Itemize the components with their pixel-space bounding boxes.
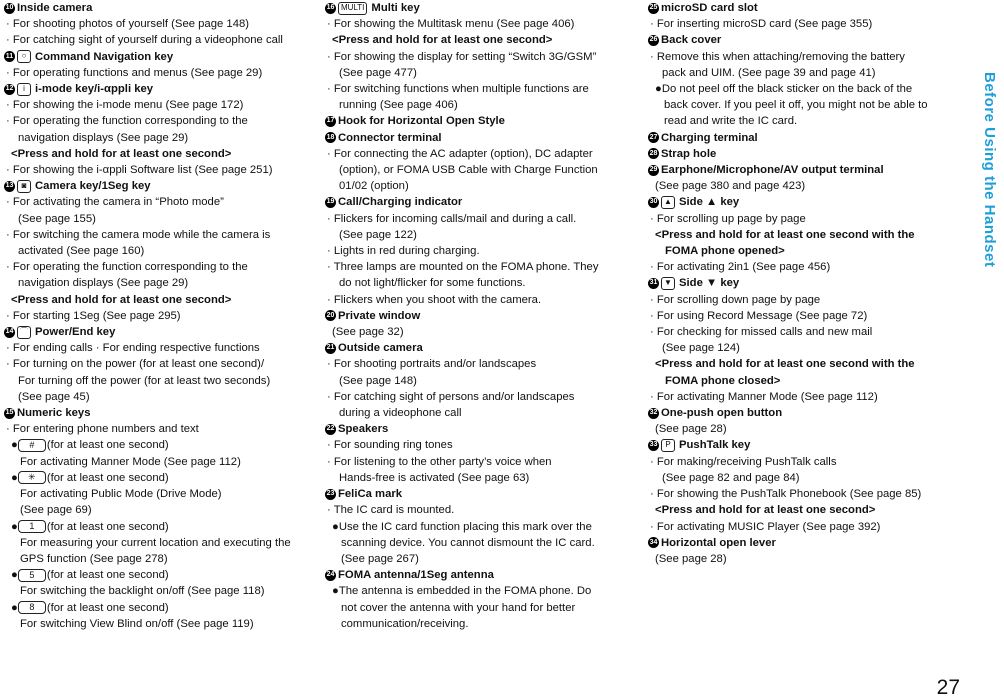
description-continuation: do not light/flicker for some functions. [339, 277, 526, 290]
key-icon: ▼ [661, 277, 675, 290]
bullet-dot-icon: ● [332, 585, 339, 598]
description-continuation: (See page 45) [18, 390, 90, 403]
entry-heading-text: Outside camera [338, 342, 423, 355]
description-continuation: Hands-free is activated (See page 63) [339, 471, 530, 484]
entry-heading-text: Call/Charging indicator [338, 196, 463, 209]
description-line: · For activating 2in1 (See page 456) [650, 261, 831, 274]
description-continuation: (See page 477) [339, 66, 417, 79]
bullet-dot-icon: ● [11, 569, 18, 582]
description-line: · Flickers for incoming calls/mail and during a call. [327, 212, 577, 225]
bullet-continuation: back cover. If you peel it off, you might not be able to [664, 99, 928, 112]
description-continuation: (See page 122) [339, 228, 417, 241]
entry-heading-power-end-key [4, 324, 310, 340]
press-hold-condition: FOMA phone opened> [665, 245, 785, 258]
description-line: · For shooting portraits and/or landscapes [327, 358, 537, 371]
description-line: · For turning on the power (for at least one second)/ [6, 358, 265, 371]
page-reference: (See page 32) [332, 326, 404, 339]
description-line: · For activating the camera in “Photo mode” [6, 196, 224, 209]
item-number-badge: 30 [648, 197, 659, 208]
description-continuation: during a videophone call [339, 407, 462, 420]
bullet-dot-icon: ● [11, 601, 18, 614]
description-line: · For inserting microSD card (See page 355) [650, 18, 873, 31]
entry-heading-text: Private window [338, 309, 421, 322]
item-number-badge: 28 [648, 148, 659, 159]
description-line: · For showing the i-αppli Software list (See page 251) [6, 164, 273, 177]
bullet-continuation: For switching View Blind on/off (See page 119) [20, 617, 254, 630]
item-number-badge: 33 [648, 440, 659, 451]
section-sidebar [964, 0, 1004, 700]
entry-heading-inside-camera [4, 0, 310, 16]
entry-heading-connector-terminal [325, 130, 625, 146]
entry-heading-camera-key-1seg-key [4, 178, 310, 194]
bullet-line [4, 519, 310, 535]
description-line: · For showing the PushTalk Phonebook (See page 85) [650, 488, 922, 501]
key-icon: ▲ [661, 196, 675, 209]
press-hold-condition: <Press and hold for at least one second> [332, 34, 553, 47]
column-3 [648, 0, 956, 567]
item-number-badge: 22 [325, 424, 336, 435]
press-hold-condition: FOMA phone closed> [665, 374, 781, 387]
item-number-badge: 13 [4, 181, 15, 192]
description-line: · Three lamps are mounted on the FOMA phone. They [327, 261, 599, 274]
item-number-badge: 20 [325, 310, 336, 321]
bullet-text: The antenna is embedded in the FOMA phone. Do [338, 585, 592, 598]
description-line: · For starting 1Seg (See page 295) [6, 309, 181, 322]
press-hold-condition: <Press and hold for at least one second> [11, 147, 232, 160]
description-continuation: pack and UIM. (See page 39 and page 41) [662, 66, 876, 79]
description-line: · For showing the Multitask menu (See page 406) [327, 18, 575, 31]
entry-heading-i-mode-key-i-ppli-key [4, 81, 310, 97]
entry-heading-horizontal-open-lever [648, 535, 956, 551]
entry-heading-text: Connector terminal [338, 131, 442, 144]
description-line: · For entering phone numbers and text [6, 423, 199, 436]
description-line: · For showing the display for setting “Switch 3G/GSM” [327, 50, 597, 63]
entry-heading-text: Multi key [371, 2, 420, 14]
item-number-badge: 15 [4, 408, 15, 419]
description-line: · Lights in red during charging. [327, 245, 480, 258]
entry-heading-side-key [648, 194, 956, 210]
description-continuation: For turning off the power (for at least two seconds) [18, 374, 271, 387]
item-number-badge: 26 [648, 35, 659, 46]
entry-heading-text: Horizontal open lever [661, 536, 776, 549]
entry-heading-text: Speakers [338, 423, 389, 436]
description-line: · For switching the camera mode while the camera is [6, 228, 271, 241]
description-line: · For catching sight of yourself during a videophone call [6, 34, 283, 47]
entry-heading-foma-antenna-1seg-antenna [325, 567, 625, 583]
numeric-key-icon: 1 [18, 520, 46, 533]
entry-heading-speakers [325, 421, 625, 437]
column-2 [325, 0, 625, 632]
entry-heading-text: Numeric keys [17, 407, 91, 420]
entry-heading-text: FeliCa mark [338, 488, 403, 501]
description-line: · For listening to the other party’s voice when [327, 455, 552, 468]
description-line: · For scrolling up page by page [650, 212, 806, 225]
entry-heading-text: Side ▲ key [679, 196, 740, 209]
bullet-line [325, 583, 625, 599]
item-number-badge: 16 [325, 3, 336, 14]
entry-heading-multi-key [325, 0, 625, 16]
bullet-text: Use the IC card function placing this mark over the [338, 520, 592, 533]
description-line: · For showing the i-mode menu (See page 172) [6, 99, 244, 112]
item-number-badge: 23 [325, 489, 336, 500]
entry-heading-text: Side ▼ key [679, 277, 740, 290]
description-line: · For shooting photos of yourself (See page 148) [6, 18, 250, 31]
entry-heading-outside-camera [325, 340, 625, 356]
bullet-dot-icon: ● [655, 83, 662, 96]
description-line: · For activating Manner Mode (See page 112) [650, 390, 878, 403]
description-line: · For sounding ring tones [327, 439, 453, 452]
bullet-dot-icon: ● [11, 471, 18, 484]
press-hold-condition: <Press and hold for at least one second> [655, 504, 876, 517]
description-continuation: navigation displays (See page 29) [18, 277, 189, 290]
bullet-line [648, 81, 956, 97]
column-1 [4, 0, 310, 632]
description-line: · For scrolling down page by page [650, 293, 821, 306]
item-number-badge: 19 [325, 197, 336, 208]
description-continuation: 01/02 (option) [339, 180, 409, 193]
entry-heading-text: Back cover [661, 34, 722, 47]
entry-heading-text: Strap hole [661, 147, 717, 160]
bullet-continuation: not cover the antenna with your hand for better [341, 601, 576, 614]
key-icon: ◙ [17, 180, 31, 193]
description-line: · For ending calls · For ending respective functions [6, 342, 260, 355]
bullet-line [4, 470, 310, 486]
bullet-line [325, 519, 625, 535]
entry-heading-text: microSD card slot [661, 2, 758, 14]
description-line: · For activating MUSIC Player (See page 392) [650, 520, 881, 533]
bullet-line [4, 600, 310, 616]
description-continuation: (option), or FOMA USB Cable with Charge Function [339, 164, 598, 177]
description-line: · Flickers when you shoot with the camera. [327, 293, 542, 306]
bullet-continuation: For switching the backlight on/off (See page 118) [20, 585, 265, 598]
entry-heading-text: Hook for Horizontal Open Style [338, 115, 505, 128]
bullet-text: (for at least one second) [46, 569, 169, 582]
item-number-badge: 10 [4, 3, 15, 14]
bullet-line [4, 437, 310, 453]
bullet-text: Do not peel off the black sticker on the back of the [661, 83, 913, 96]
item-number-badge: 12 [4, 84, 15, 95]
numeric-key-icon: 5 [18, 569, 46, 582]
description-continuation: (See page 148) [339, 374, 417, 387]
bullet-continuation: scanning device. You cannot dismount the IC card. [341, 536, 595, 549]
description-line: · For operating the function corresponding to the [6, 261, 248, 274]
entry-heading-one-push-open-button [648, 405, 956, 421]
description-line: · For connecting the AC adapter (option), DC adapter [327, 147, 593, 160]
entry-heading-charging-terminal [648, 130, 956, 146]
entry-heading-private-window [325, 308, 625, 324]
entry-heading-text: i-mode key/i-αppli key [35, 83, 154, 96]
bullet-dot-icon: ● [11, 520, 18, 533]
entry-heading-hook-for-horizontal-open-style [325, 113, 625, 129]
entry-heading-text: Charging terminal [661, 131, 758, 144]
bullet-continuation: read and write the IC card. [664, 115, 798, 128]
entry-heading-felica-mark [325, 486, 625, 502]
bullet-dot-icon: ● [11, 439, 18, 452]
key-icon: ⌒ [17, 326, 31, 339]
entry-heading-call-charging-indicator [325, 194, 625, 210]
description-continuation: (See page 82 and page 84) [662, 471, 800, 484]
bullet-text: (for at least one second) [46, 520, 169, 533]
entry-heading-text: FOMA antenna/1Seg antenna [338, 569, 494, 582]
bullet-line [4, 567, 310, 583]
bullet-text: (for at least one second) [46, 601, 169, 614]
description-line: · For making/receiving PushTalk calls [650, 455, 837, 468]
item-number-badge: 32 [648, 408, 659, 419]
entry-heading-pushtalk-key [648, 437, 956, 453]
bullet-continuation: communication/receiving. [341, 617, 469, 630]
bullet-continuation: (See page 267) [341, 552, 419, 565]
numeric-key-icon: ✳ [18, 471, 46, 484]
item-number-badge: 34 [648, 537, 659, 548]
item-number-badge: 17 [325, 116, 336, 127]
entry-heading-text: One-push open button [661, 407, 783, 420]
entry-heading-text: Camera key/1Seg key [35, 180, 151, 193]
entry-heading-command-navigation-key [4, 49, 310, 65]
numeric-key-icon: 8 [18, 601, 46, 614]
press-hold-condition: <Press and hold for at least one second with the [655, 228, 915, 241]
bullet-continuation: For activating Public Mode (Drive Mode) [20, 488, 222, 501]
entry-heading-earphone-microphone-av-output-terminal [648, 162, 956, 178]
entry-heading-text: Earphone/Microphone/AV output terminal [661, 164, 884, 177]
description-line: · The IC card is mounted. [327, 504, 455, 517]
entry-heading-strap-hole [648, 146, 956, 162]
press-hold-condition: <Press and hold for at least one second> [11, 293, 232, 306]
description-continuation: running (See page 406) [339, 99, 458, 112]
entry-heading-text: Command Navigation key [35, 50, 174, 63]
entry-heading-side-key [648, 275, 956, 291]
entry-heading-numeric-keys [4, 405, 310, 421]
entry-heading-text: Power/End key [35, 326, 116, 339]
description-line: · For checking for missed calls and new mail [650, 326, 873, 339]
bullet-dot-icon: ● [332, 520, 339, 533]
entry-heading-text: PushTalk key [679, 439, 751, 452]
bullet-text: (for at least one second) [46, 471, 169, 484]
item-number-badge: 11 [4, 51, 15, 62]
item-number-badge: 25 [648, 3, 659, 14]
entry-heading-back-cover [648, 32, 956, 48]
key-icon: MULTI [338, 2, 367, 15]
item-number-badge: 21 [325, 343, 336, 354]
description-continuation: (See page 124) [662, 342, 740, 355]
item-number-badge: 18 [325, 132, 336, 143]
entry-heading-microsd-card-slot [648, 0, 956, 16]
description-continuation: navigation displays (See page 29) [18, 131, 189, 144]
description-line: · For operating the function corresponding to the [6, 115, 248, 128]
item-number-badge: 27 [648, 132, 659, 143]
press-hold-condition: <Press and hold for at least one second with the [655, 358, 915, 371]
page-number: 27 [936, 676, 960, 699]
page-reference: (See page 380 and page 423) [655, 180, 806, 193]
description-line: · For operating functions and menus (See page 29) [6, 66, 263, 79]
entry-heading-text: Inside camera [17, 2, 93, 14]
description-continuation: (See page 155) [18, 212, 96, 225]
description-line: · For using Record Message (See page 72) [650, 309, 868, 322]
item-number-badge: 29 [648, 165, 659, 176]
section-title: Before Using the Handset [981, 72, 998, 268]
item-number-badge: 31 [648, 278, 659, 289]
description-continuation: activated (See page 160) [18, 245, 145, 258]
item-number-badge: 14 [4, 327, 15, 338]
numeric-key-icon: # [18, 439, 46, 452]
bullet-continuation: For measuring your current location and executing the [20, 536, 291, 549]
description-line: · For catching sight of persons and/or landscapes [327, 390, 575, 403]
bullet-continuation: (See page 69) [20, 504, 92, 517]
key-icon: ○ [17, 50, 31, 63]
description-line: · For switching functions when multiple functions are [327, 83, 589, 96]
item-number-badge: 24 [325, 570, 336, 581]
page-reference: (See page 28) [655, 552, 727, 565]
page-reference: (See page 28) [655, 423, 727, 436]
key-icon: P [661, 439, 675, 452]
bullet-text: (for at least one second) [46, 439, 169, 452]
bullet-continuation: GPS function (See page 278) [20, 552, 168, 565]
description-line: · Remove this when attaching/removing the battery [650, 50, 905, 63]
bullet-continuation: For activating Manner Mode (See page 112) [20, 455, 241, 468]
key-icon: i [17, 83, 31, 96]
